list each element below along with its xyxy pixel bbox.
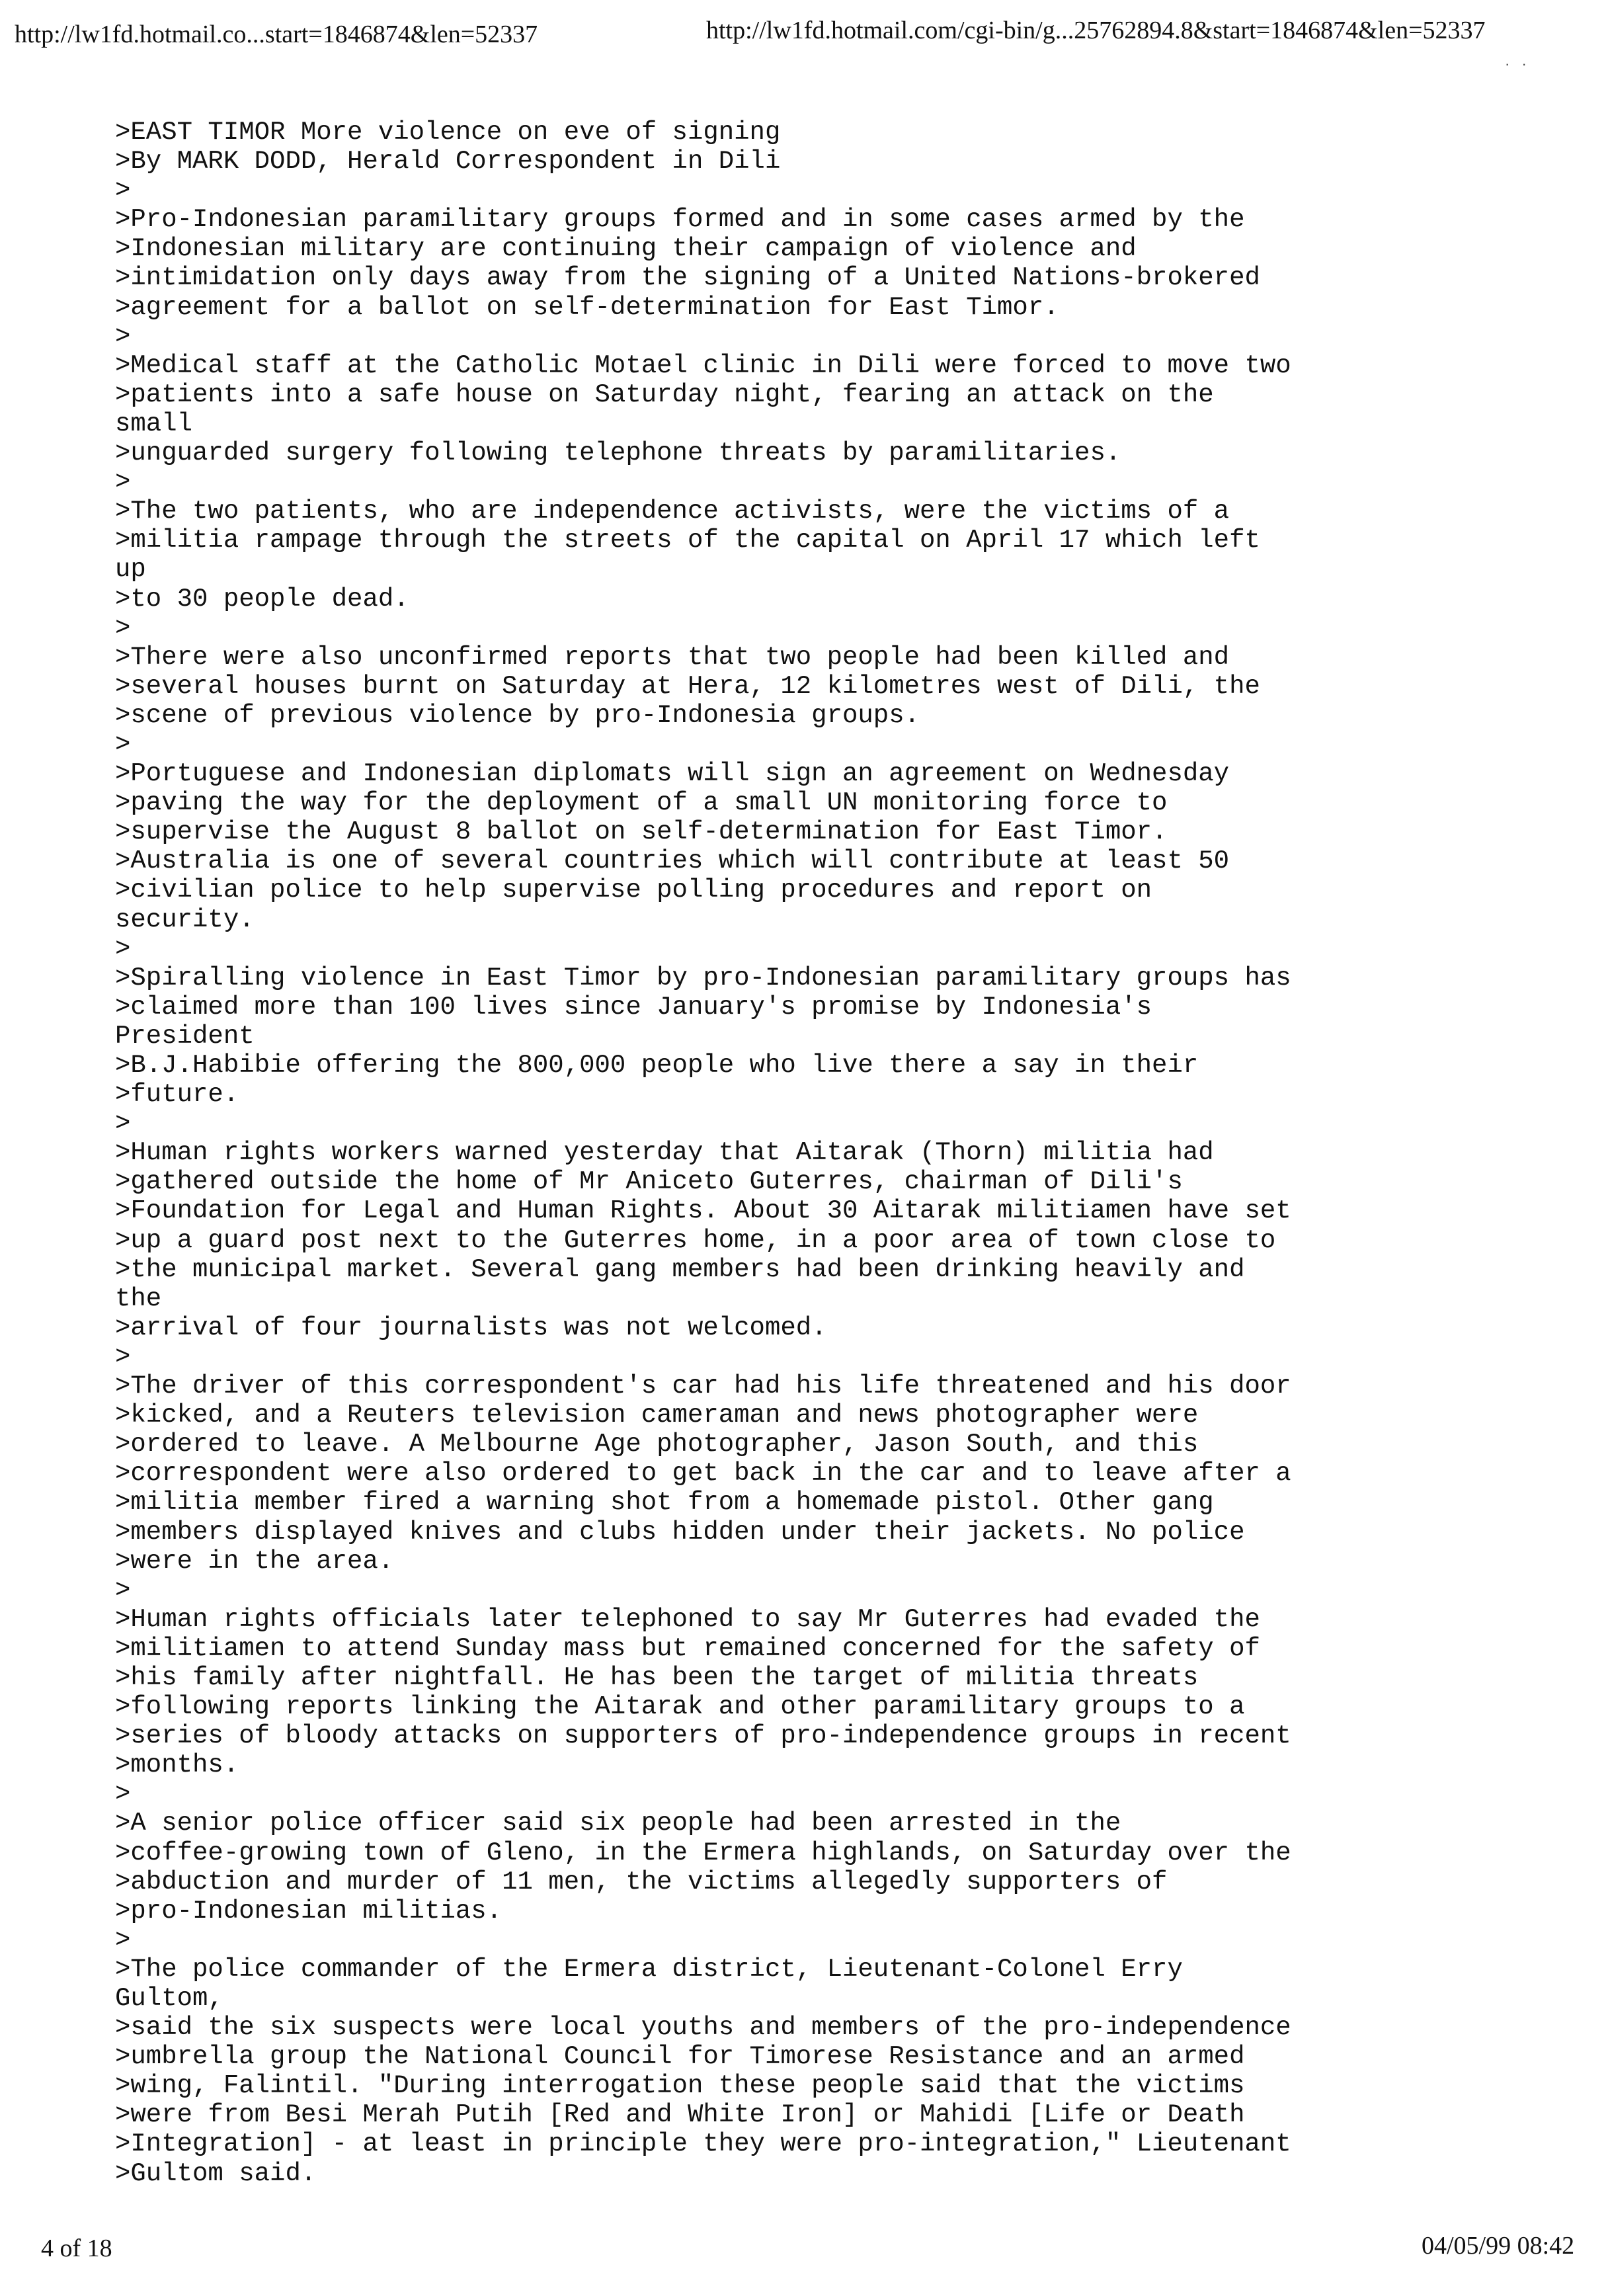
body-line: > xyxy=(115,613,131,643)
body-line: >months. xyxy=(115,1750,239,1780)
body-line: >up a guard post next to the Guterres home, in a poor area of town close to xyxy=(115,1225,1276,1255)
body-line: >wing, Falintil. "During interrogation these people said that the victims xyxy=(115,2071,1245,2101)
print-datetime: 04/05/99 08:42 xyxy=(1422,2232,1575,2260)
body-line: >were from Besi Merah Putih [Red and White Iron] or Mahidi [Life or Death xyxy=(115,2100,1245,2130)
body-line: >Gultom said. xyxy=(115,2158,317,2188)
body-line: >coffee-growing town of Gleno, in the Ermera highlands, on Saturday over the xyxy=(115,1838,1291,1867)
scan-artifact-mark: · · xyxy=(1505,56,1531,72)
body-line: >umbrella group the National Council for Timorese Resistance and an armed xyxy=(115,2042,1245,2072)
body-line: >Human rights officials later telephoned to say Mr Guterres had evaded the xyxy=(115,1604,1260,1634)
body-line: >series of bloody attacks on supporters of pro-independence groups in recent xyxy=(115,1721,1291,1751)
body-line: >future. xyxy=(115,1080,239,1110)
header-url-left: http://lw1fd.hotmail.co...start=1846874&len=52337 xyxy=(15,20,538,48)
body-line: >By MARK DODD, Herald Correspondent in Dili xyxy=(115,147,781,177)
body-line: >Indonesian military are continuing their campaign of violence and xyxy=(115,234,1137,264)
body-line: >The police commander of the Ermera district, Lieutenant-Colonel Erry xyxy=(115,1954,1183,1984)
body-line: >several houses burnt on Saturday at Hera, 12 kilometres west of Dili, the xyxy=(115,671,1260,701)
body-line: >militiamen to attend Sunday mass but remained concerned for the safety of xyxy=(115,1633,1260,1663)
body-line: >agreement for a ballot on self-determination for East Timor. xyxy=(115,292,1059,322)
body-line: > xyxy=(115,1109,131,1139)
body-line: > xyxy=(115,1575,131,1605)
body-line: >Pro-Indonesian paramilitary groups formed and in some cases armed by the xyxy=(115,205,1245,235)
body-line: >kicked, and a Reuters television cameraman and news photographer were xyxy=(115,1401,1199,1430)
body-line: >claimed more than 100 lives since January's promise by Indonesia's xyxy=(115,992,1152,1022)
body-line: >the municipal market. Several gang members had been drinking heavily and xyxy=(115,1254,1245,1284)
email-body-text xyxy=(115,118,1523,2188)
body-line: > xyxy=(115,729,131,759)
body-line: Gultom, xyxy=(115,1984,223,2013)
body-line: > xyxy=(115,1925,131,1955)
body-line: >militia rampage through the streets of the capital on April 17 which left xyxy=(115,526,1260,555)
body-line: >The two patients, who are independence activists, were the victims of a xyxy=(115,497,1230,526)
body-line: >correspondent were also ordered to get back in the car and to leave after a xyxy=(115,1459,1291,1489)
body-line: >A senior police officer said six people had been arrested in the xyxy=(115,1809,1121,1838)
body-line: >Human rights workers warned yesterday that Aitarak (Thorn) militia had xyxy=(115,1138,1214,1168)
body-line: >The driver of this correspondent's car had his life threatened and his door xyxy=(115,1372,1291,1401)
body-line: >paving the way for the deployment of a small UN monitoring force to xyxy=(115,788,1168,818)
body-line: small xyxy=(115,409,193,438)
body-line: >Foundation for Legal and Human Rights. About 30 Aitarak militiamen have set xyxy=(115,1196,1291,1226)
body-line: >B.J.Habibie offering the 800,000 people who live there a say in their xyxy=(115,1051,1199,1080)
body-line: >gathered outside the home of Mr Aniceto Guterres, chairman of Dili's xyxy=(115,1167,1183,1197)
body-line: > xyxy=(115,321,131,351)
body-line: >Spiralling violence in East Timor by pro-Indonesian paramilitary groups has xyxy=(115,963,1291,993)
body-line: >civilian police to help supervise polling procedures and report on xyxy=(115,876,1152,905)
body-line: > xyxy=(115,934,131,964)
body-line: >pro-Indonesian militias. xyxy=(115,1896,502,1926)
body-line: >to 30 people dead. xyxy=(115,584,409,614)
body-line: >were in the area. xyxy=(115,1546,394,1576)
body-line: >intimidation only days away from the signing of a United Nations-brokered xyxy=(115,263,1260,293)
header-url-right: http://lw1fd.hotmail.com/cgi-bin/g...25762894.8&start=1846874&len=52337 xyxy=(706,17,1486,44)
body-line: >Medical staff at the Catholic Motael clinic in Dili were forced to move two xyxy=(115,350,1291,380)
body-line: >abduction and murder of 11 men, the victims allegedly supporters of xyxy=(115,1867,1168,1897)
body-line: the xyxy=(115,1284,162,1313)
body-line: > xyxy=(115,1342,131,1372)
body-line: >following reports linking the Aitarak and other paramilitary groups to a xyxy=(115,1692,1245,1722)
body-line: >Australia is one of several countries which will contribute at least 50 xyxy=(115,846,1230,876)
body-line: >scene of previous violence by pro-Indonesia groups. xyxy=(115,700,920,730)
body-line: >unguarded surgery following telephone threats by paramilitaries. xyxy=(115,438,1121,468)
body-line: security. xyxy=(115,905,255,934)
body-line: up xyxy=(115,555,146,585)
body-line: > xyxy=(115,176,131,206)
body-line: > xyxy=(115,468,131,497)
body-line: >Portuguese and Indonesian diplomats will sign an agreement on Wednesday xyxy=(115,759,1230,789)
body-line: >supervise the August 8 ballot on self-determination for East Timor. xyxy=(115,817,1168,847)
body-line: >members displayed knives and clubs hidden under their jackets. No police xyxy=(115,1517,1245,1547)
body-line: >patients into a safe house on Saturday night, fearing an attack on the xyxy=(115,380,1214,409)
page-count: 4 of 18 xyxy=(41,2234,112,2262)
body-line: >his family after nightfall. He has been the target of militia threats xyxy=(115,1662,1199,1692)
body-line: >said the six suspects were local youths and members of the pro-independence xyxy=(115,2013,1291,2043)
body-line: >There were also unconfirmed reports that two people had been killed and xyxy=(115,642,1230,672)
body-line: >ordered to leave. A Melbourne Age photographer, Jason South, and this xyxy=(115,1430,1199,1459)
body-line: >Integration] - at least in principle they were pro-integration," Lieutenant xyxy=(115,2129,1291,2159)
body-line: >militia member fired a warning shot from a homemade pistol. Other gang xyxy=(115,1488,1214,1518)
body-line: >arrival of four journalists was not welcomed. xyxy=(115,1313,827,1342)
body-line: > xyxy=(115,1780,131,1809)
body-line: President xyxy=(115,1021,255,1051)
body-line: >EAST TIMOR More violence on eve of signing xyxy=(115,118,781,147)
